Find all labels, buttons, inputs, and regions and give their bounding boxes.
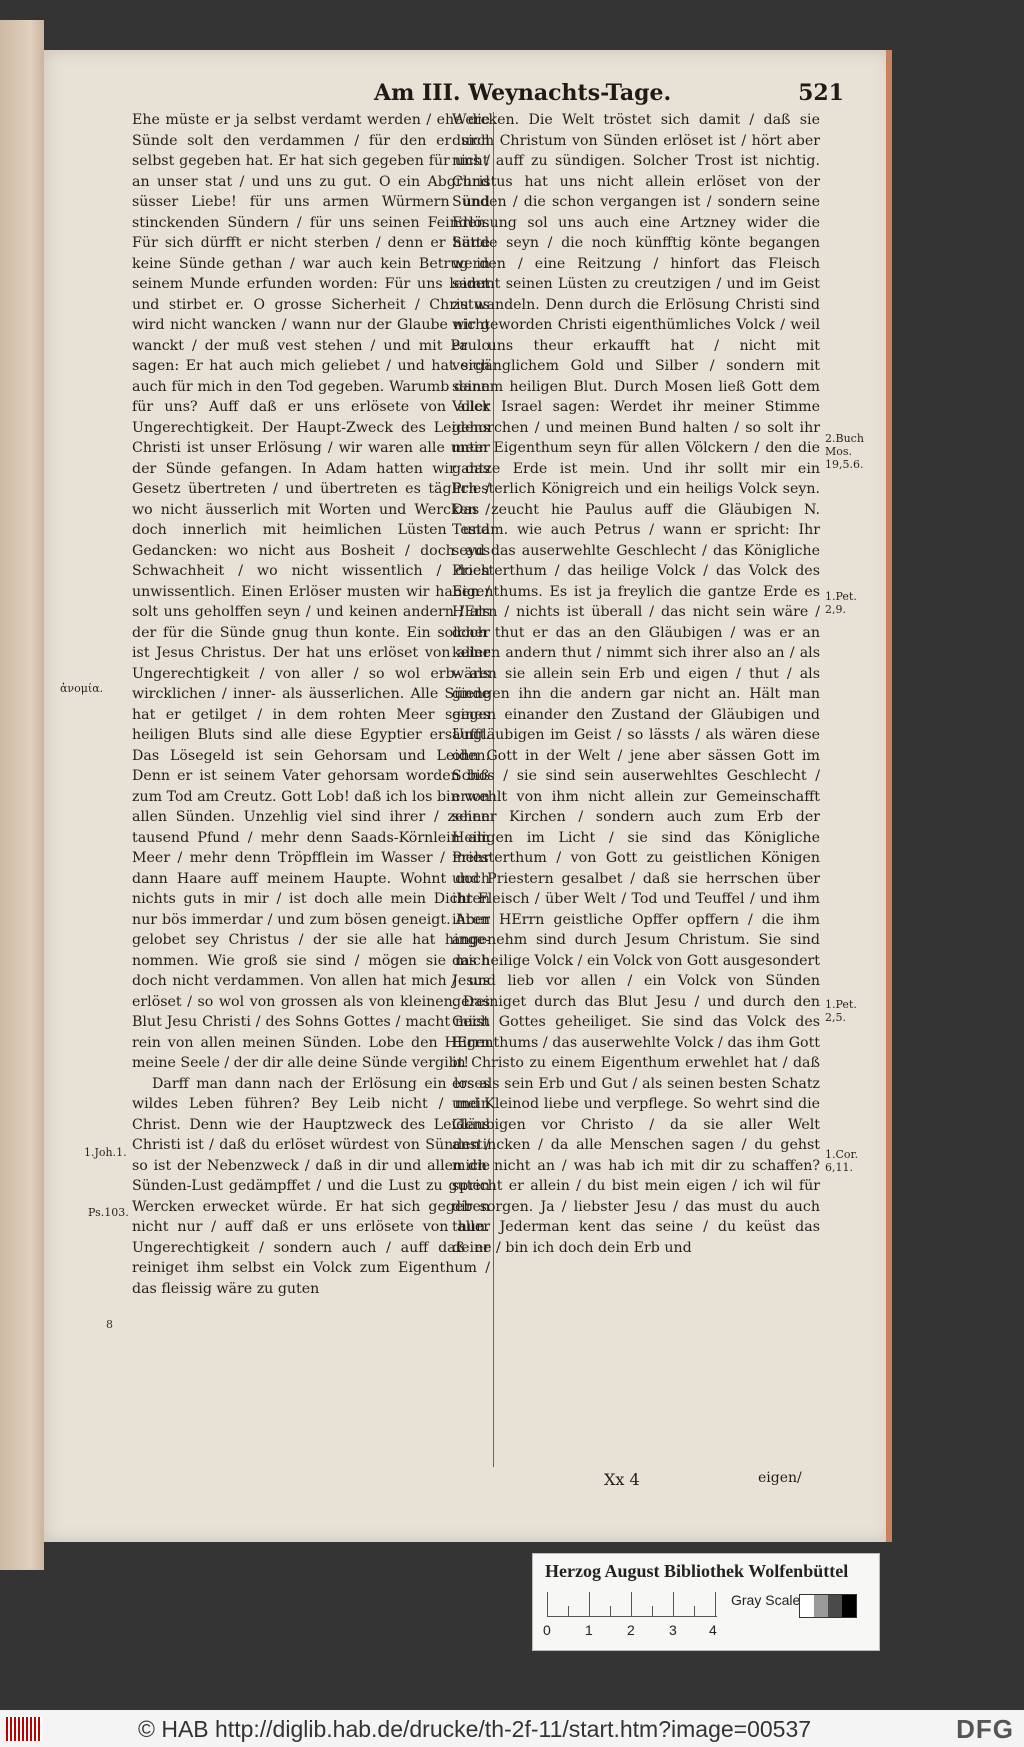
swatch-light-gray (814, 1595, 828, 1617)
book-page (44, 50, 892, 1542)
ruler-number: 4 (709, 1622, 717, 1638)
margin-note-cor: 1.Cor. 6,11. (825, 1148, 859, 1174)
scale-ruler (547, 1592, 717, 1617)
ruler-tick (694, 1606, 695, 1616)
footer-bar (0, 1710, 1024, 1747)
swatch-black (842, 1595, 856, 1617)
catchword: eigen/ (758, 1470, 802, 1486)
right-text-column (452, 110, 820, 1258)
left-paragraph-1: Ehe müste er ja selbst verdamt werden / ehe die Sünde solt den verdammen / für den er sich selbst gegeben hat. Er hat sich gegeben für uns / an unser stat / und uns zu gut. O ein Abgrund süsser Liebe! für uns armen Würmern und stinckenden Sündern / für uns seinen Feinden. Für sich dürfft er nicht sterben / denn er hatte keine Sünde gethan / war auch kein Betrug in seinem Munde erfunden worden: Für uns leidet und stirbet er. O grosse Sicherheit / Christus wird nicht wancken / wann nur der Glaube nicht wanckt / der muß vest stehen / und mit Paulo sagen: Er hat auch mich geliebet / und hat sich auch für mich in den Tod gegeben. Warumb dann für uns? Auff daß er uns erlösete von aller Ungerechtigkeit. Der Haupt-Zweck des Leidens Christi ist unser Erlösung / wir waren alle unter der Sünde gefangen. In Adam hatten wir das Gesetz übertreten / und übertreten es täglich / wo nicht äusserlich mit Worten und Wercken / doch innerlich mit heimlichen Lüsten und Gedancken: wo nicht aus Bosheit / doch aus Schwachheit / wo nicht wissentlich / doch unwissentlich. Einen Erlöser musten wir haben / solt uns geholffen seyn / und keinen andern / als der für die Sünde gnug thun konte. Ein solcher ist Jesus Christus. Der hat uns erlöset von aller Ungerechtigkeit / von aller / so wol erb- als wircklichen / inner- als äusserlichen. Alle Sünde hat er getilget / in dem rohten Meer seines heiligen Bluts sind alle diese Egyptier ersäufft. Das Lösegeld ist sein Gehorsam und Leiden. Denn er ist seinem Vater gehorsam worden biß zum Tod am Creutz. Gott Lob! daß ich los bin von allen Sünden. Unzehlig viel sind ihrer / zehen tausend Pfund / mehr denn Saads-Körnlein am Meer / mehr denn Tröpfflein im Wasser / mehr dann Haare auff meinem Haupte. Wohnt doch nichts guts in mir / ist doch alle mein Dichten nur bös immerdar / und zum bösen geneigt. Aber gelobet sey Christus / der sie alle hat hinge- nommen. Wie groß sie sind / mögen sie mich doch nicht verdammen. Von allen hat mich Jesus erlöset / so wol von grossen als von kleinen. Das Blut Jesu Christi / des Sohns Gottes / macht mich rein von allen meinen Sünden. Lobe den HErrn meine Seele / der dir alle deine Sünde vergibt! (132, 112, 490, 1071)
gray-scale-label: Gray Scale (731, 1592, 801, 1608)
ruler-number: 1 (585, 1622, 593, 1638)
margin-note-mose: 2.Buch Mos. 19,5.6. (825, 432, 864, 471)
ruler-number: 0 (543, 1622, 551, 1638)
dfg-logo: DFG (956, 1714, 1014, 1744)
margin-mark: 8 (106, 1318, 113, 1331)
ruler-tick (547, 1592, 548, 1616)
margin-note-pet-1: 1.Pet. 2,9. (825, 590, 857, 616)
right-paragraph-1: Wercken. Die Welt tröstet sich damit / daß sie durch Christum von Sünden erlöset ist / hört aber nicht auff zu sündigen. Solcher Trost ist nichtig. Christus hat uns nicht allein erlöset von der Sünden / die schon vergangen ist / sondern seine Erlösung sol uns auch eine Artzney wider die Sünde seyn / die noch künfftig könte begangen werden / eine Reitzung / hinfort das Fleisch sammt seinen Lüsten zu creutzigen / und im Geist zu wandeln. Denn durch die Erlösung Christi sind wir geworden Christi eigenthümliches Volck / weil er uns theur erkaufft hat / nicht mit vergänglichem Gold und Silber / sondern mit seinem heiligen Blut. Durch Mosen ließ Gott dem Volck Israel sagen: Werdet ihr meiner Stimme gehorchen / und meinen Bund halten / so solt ihr mein Eigenthum seyn für allen Völckern / den die gantze Erde ist mein. Und ihr sollt mir ein Priesterlich Königreich und ein heiligs Volck seyn. Das zeucht hie Paulus auff die Gläubigen N. Testam. wie auch Petrus / wann er spricht: Ihr seyd das auserwehlte Geschlecht / das Königliche Priesterthum / das heilige Volck / das Volck des Eigenthums. Es ist ja freylich die gantze Erde es HErrn / nichts ist überall / das nicht sein wäre / doch thut er das an den Gläubigen / was er an keinen andern thut / nimmt sich ihrer also an / als wären sie allein sein Erb und eigen / thut / als giengen ihn die andern gar nicht an. Hält man gegen einander den Zustand der Gläubigen und Ungläubigen im Geist / so lässts / als wären diese ohn Gott in der Welt / jene aber sässen Gott im Schos / sie sind sein auserwehltes Geschlecht / erwehlt von ihm nicht allein zur Gemeinschafft seiner Kirchen / sondern auch zum Erb der Heiligen im Licht / sie sind das Königliche Priesterthum / von Gott zu geistlichen Königen und Priestern gesalbet / daß sie herrschen über ihr Fleisch / über Welt / Tod und Teuffel / und ihm ihren HErrn geistliche Opffer opffern / die ihm angenehm sind durch Jesum Christum. Sie sind das heilige Volck / ein Volck von Gott ausgesondert / und lieb vor allen / ein Volck von Sünden gereiniget durch das Blut Jesu / und durch den Geist Gottes geheiliget. Sie sind das Volck des Eigenthums / das auserwehlte Volck / das ihm Gott in Christo zu einem Eigenthum erwehlet hat / daß ers als sein Erb und Gut / als seinen besten Schatz und Kleinod liebe und verpflege. So wehrt sind die Gläubigen vor Christo / da sie aller Welt anstincken / da alle Menschen sagen / du gehst mich nicht an / was hab ich mit dir zu schaffen? spricht er allein / du bist mein eigen / ich wil für dir sorgen. Ja / liebster Jesu / das must du auch thun. Jederman kent das seine / du keüst das deine / bin ich doch dein Erb und (452, 112, 820, 1256)
page-number: 521 (798, 80, 844, 106)
left-text-column (132, 110, 490, 1299)
ruler-tick (631, 1592, 632, 1616)
margin-note-ps: Ps.103. (88, 1206, 129, 1219)
ruler-tick (652, 1606, 653, 1616)
margin-note-joh: 1.Joh.1. (84, 1146, 127, 1159)
margin-note-pet-2: 1.Pet. 2,5. (825, 998, 857, 1024)
page-header (374, 78, 844, 110)
margin-note-greek: ἀνομία. (60, 682, 104, 695)
ruler-tick (589, 1592, 590, 1616)
library-name: Herzog August Bibliothek Wolfenbüttel (545, 1561, 849, 1581)
ruler-tick (610, 1606, 611, 1616)
gray-swatches (799, 1594, 857, 1618)
swatch-white (800, 1595, 814, 1617)
ruler-tick (568, 1606, 569, 1616)
ruler-number: 3 (669, 1622, 677, 1638)
color-target-card (532, 1553, 880, 1651)
swatch-dark-gray (828, 1595, 842, 1617)
running-head: Am III. Weynachts-Tage. (374, 80, 672, 106)
left-paragraph-2: Darff man dann nach der Erlösung ein loses wildes Leben führen? Bey Leib nicht / mein Christ. Denn wie der Hauptzweck des Leidens Christi ist / daß du erlöset würdest von Sünden / so ist der Nebenzweck / daß in dir und allen die Sünden-Lust gedämpffet / und die Lust zu guten Wercken erwecket würde. Er hat sich gegeben nicht nur / auff daß er uns erlösete von aller Ungerechtigkeit / sondern auch / auff daß er reiniget ihm selbst ein Volck zum Eigenthum / das fleissig wäre zu guten (132, 1075, 490, 1297)
ruler-number: 2 (627, 1622, 635, 1638)
hab-logo-icon (6, 1717, 42, 1741)
facing-page-edge (0, 20, 44, 1570)
ruler-tick (673, 1592, 674, 1616)
copyright-link[interactable]: © HAB http://diglib.hab.de/drucke/th-2f-11/start.htm?image=00537 (138, 1716, 812, 1742)
ruler-tick (715, 1592, 716, 1616)
signature-mark: Xx 4 (604, 1470, 640, 1489)
